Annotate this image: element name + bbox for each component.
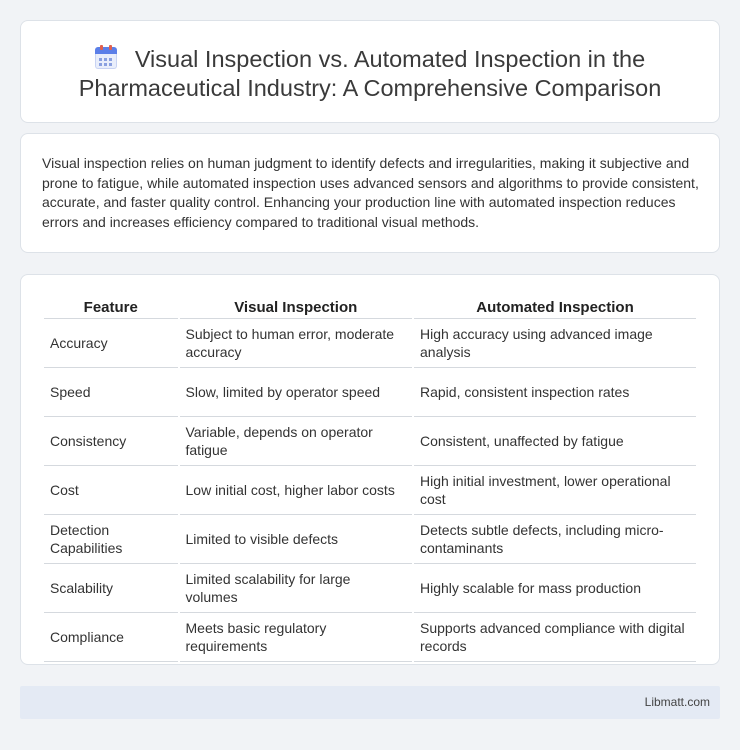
automated-cell: High accuracy using advanced image analysis bbox=[414, 319, 696, 368]
automated-cell: Rapid, consistent inspection rates bbox=[414, 368, 696, 417]
page-title-text: Visual Inspection vs. Automated Inspection in the Pharmaceutical Industry: A Comprehensive Comparison bbox=[78, 46, 662, 101]
table-row bbox=[44, 319, 696, 368]
column-header-visual: Visual Inspection bbox=[180, 295, 413, 319]
automated-cell: High initial investment, lower operational cost bbox=[414, 466, 696, 515]
feature-cell: Consistency bbox=[44, 417, 178, 466]
visual-cell: Limited scalability for large volumes bbox=[180, 564, 413, 613]
automated-cell: Supports advanced compliance with digital records bbox=[414, 613, 696, 662]
automated-cell: Detects subtle defects, including micro-contaminants bbox=[414, 515, 696, 564]
visual-cell: Slow, limited by operator speed bbox=[180, 368, 413, 417]
footer-brand: Libmatt.com bbox=[644, 695, 710, 709]
automated-cell: Consistent, unaffected by fatigue bbox=[414, 417, 696, 466]
column-header-automated: Automated Inspection bbox=[414, 295, 696, 319]
visual-cell: Subject to human error, moderate accuracy bbox=[180, 319, 413, 368]
feature-cell: Scalability bbox=[44, 564, 178, 613]
feature-cell: Speed bbox=[44, 368, 178, 417]
table-row bbox=[44, 613, 696, 662]
table-row bbox=[44, 466, 696, 515]
calendar-icon bbox=[95, 46, 117, 70]
table-row bbox=[44, 564, 696, 613]
feature-cell: Compliance bbox=[44, 613, 178, 662]
comparison-card bbox=[20, 274, 720, 665]
feature-cell: Detection Capabilities bbox=[44, 515, 178, 564]
footer-bar bbox=[20, 686, 720, 719]
table-row bbox=[44, 515, 696, 564]
automated-cell: Highly scalable for mass production bbox=[414, 564, 696, 613]
intro-paragraph: Visual inspection relies on human judgment to identify defects and irregularities, making it subjective and prone to fatigue, while automated inspection uses advanced sensors and algorithms to provide consistent, accurate, and faster quality control. Enhancing your production line with automated inspection reduces errors and increases efficiency compared to traditional visual methods. bbox=[42, 155, 699, 230]
title-card bbox=[20, 20, 720, 123]
visual-cell: Variable, depends on operator fatigue bbox=[180, 417, 413, 466]
visual-cell: Meets basic regulatory requirements bbox=[180, 613, 413, 662]
visual-cell: Limited to visible defects bbox=[180, 515, 413, 564]
table-row bbox=[44, 417, 696, 466]
intro-card bbox=[20, 133, 720, 253]
comparison-table bbox=[42, 295, 698, 662]
feature-cell: Cost bbox=[44, 466, 178, 515]
table-row bbox=[44, 368, 696, 417]
table-header-row bbox=[44, 295, 696, 319]
visual-cell: Low initial cost, higher labor costs bbox=[180, 466, 413, 515]
feature-cell: Accuracy bbox=[44, 319, 178, 368]
page-title bbox=[21, 45, 719, 103]
column-header-feature: Feature bbox=[44, 295, 178, 319]
